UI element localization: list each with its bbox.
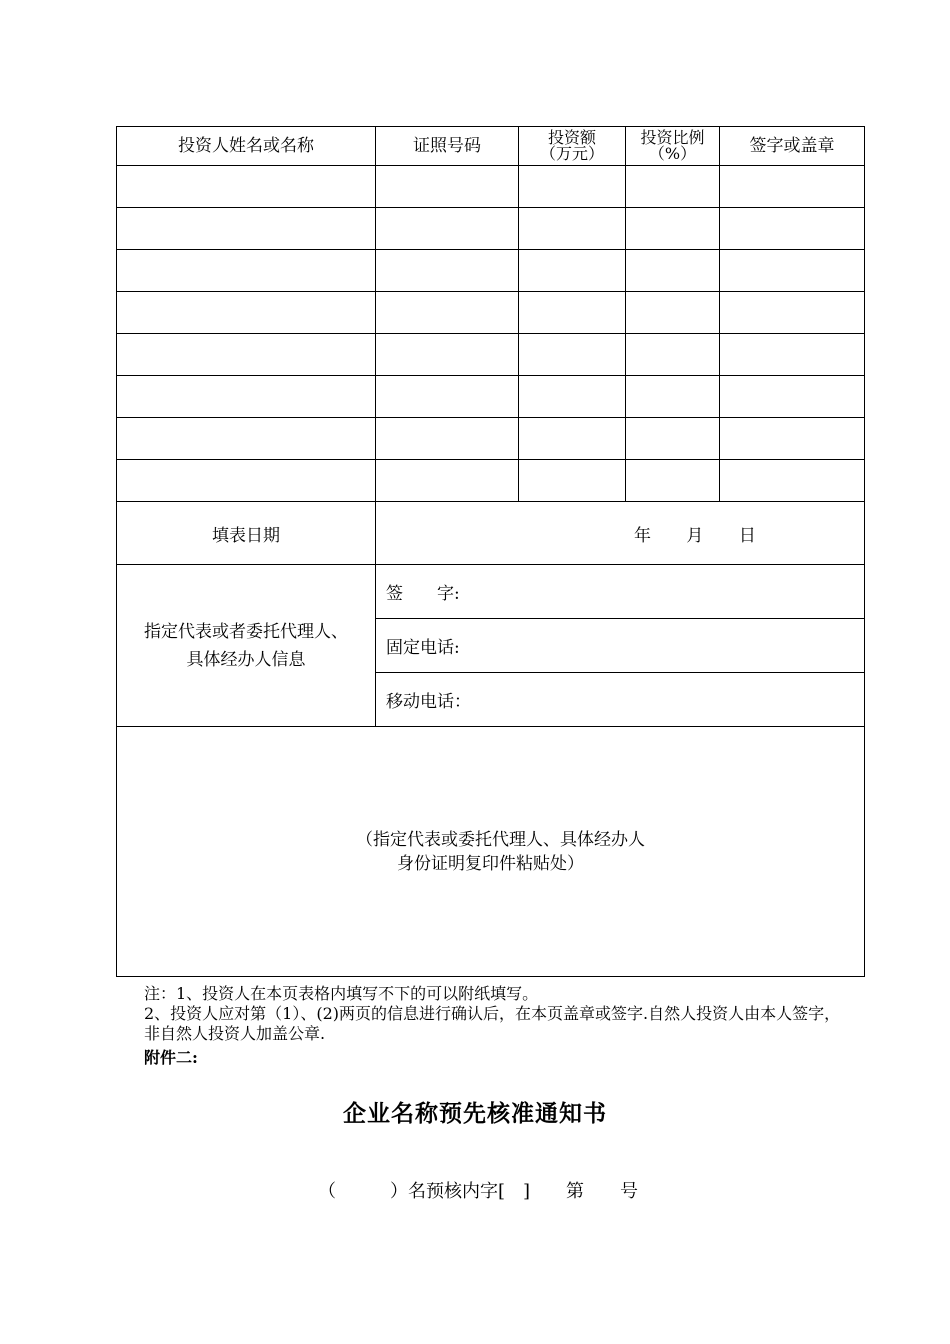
cell-amount[interactable] [519, 292, 626, 334]
cell-name[interactable] [117, 166, 376, 208]
table-row [117, 208, 865, 250]
fill-date-field[interactable] [376, 502, 865, 565]
cell-name[interactable] [117, 334, 376, 376]
cell-license[interactable] [376, 166, 519, 208]
id-copy-row [117, 727, 865, 977]
header-signature: 签字或盖章 [720, 127, 865, 166]
cell-sign[interactable] [720, 418, 865, 460]
cell-sign[interactable] [720, 334, 865, 376]
date-day: 日 [738, 525, 756, 546]
cell-ratio[interactable] [626, 250, 720, 292]
cell-license[interactable] [376, 292, 519, 334]
rep-sign-row [117, 565, 865, 619]
id-copy-line2: 身份证明复印件粘贴处） [397, 853, 584, 874]
rep-label-line1: 指定代表或者委托代理人、 [144, 621, 348, 642]
id-copy-line1: （指定代表或委托代理人、具体经办人 [356, 829, 645, 850]
cell-name[interactable] [117, 418, 376, 460]
header-ratio-line1: 投资比例 [640, 128, 705, 147]
rep-label-line2: 具体经办人信息 [186, 649, 306, 670]
cell-sign[interactable] [720, 208, 865, 250]
annex-label: 附件二: [144, 1048, 198, 1067]
cell-amount[interactable] [519, 334, 626, 376]
cell-sign[interactable] [720, 166, 865, 208]
cell-amount[interactable] [519, 250, 626, 292]
header-investor-name: 投资人姓名或名称 [117, 127, 376, 166]
cell-name[interactable] [117, 376, 376, 418]
cell-amount[interactable] [519, 208, 626, 250]
cell-amount[interactable] [519, 418, 626, 460]
document-number: （ ）名预核内字[ ] 第 号 [318, 1181, 639, 1202]
date-year: 年 [634, 525, 651, 546]
cell-name[interactable] [117, 292, 376, 334]
table-row [117, 418, 865, 460]
date-month: 月 [686, 525, 704, 546]
cell-name[interactable] [117, 250, 376, 292]
investor-table [116, 126, 865, 977]
cell-license[interactable] [376, 208, 519, 250]
cell-ratio[interactable] [626, 418, 720, 460]
cell-sign[interactable] [720, 250, 865, 292]
page-title: 企业名称预先核准通知书 [343, 1100, 607, 1127]
cell-name[interactable] [117, 208, 376, 250]
header-investment-ratio [626, 127, 720, 166]
cell-ratio[interactable] [626, 166, 720, 208]
header-amount-line2: （万元） [539, 144, 604, 163]
cell-license[interactable] [376, 334, 519, 376]
header-amount-line1: 投资额 [547, 128, 596, 147]
cell-ratio[interactable] [626, 334, 720, 376]
fill-date-row [117, 502, 865, 565]
cell-amount[interactable] [519, 460, 626, 502]
cell-amount[interactable] [519, 376, 626, 418]
table-row [117, 250, 865, 292]
fill-date-label: 填表日期 [117, 502, 376, 565]
table-row [117, 334, 865, 376]
cell-ratio[interactable] [626, 292, 720, 334]
header-ratio-line2: （%） [648, 144, 697, 163]
cell-license[interactable] [376, 250, 519, 292]
cell-sign[interactable] [720, 292, 865, 334]
id-copy-area[interactable] [117, 727, 865, 977]
rep-phone-field[interactable]: 固定电话: [376, 619, 865, 673]
cell-license[interactable] [376, 376, 519, 418]
table-row [117, 460, 865, 502]
note-line1: 注：1、投资人在本页表格内填写不下的可以附纸填写。 [144, 984, 539, 1003]
cell-name[interactable] [117, 460, 376, 502]
cell-sign[interactable] [720, 376, 865, 418]
cell-sign[interactable] [720, 460, 865, 502]
table-row [117, 166, 865, 208]
cell-amount[interactable] [519, 166, 626, 208]
table-row [117, 376, 865, 418]
header-investment-amount [519, 127, 626, 166]
cell-license[interactable] [376, 460, 519, 502]
rep-signature-field[interactable]: 签 字: [376, 565, 865, 619]
notes [144, 984, 854, 1044]
cell-ratio[interactable] [626, 376, 720, 418]
header-license-number: 证照号码 [376, 127, 519, 166]
cell-ratio[interactable] [626, 208, 720, 250]
rep-mobile-field[interactable]: 移动电话： [376, 673, 865, 727]
note-line2: 2、投资人应对第（1）、(2)两页的信息进行确认后，在本页盖章或签字.自然人投资人由本人签字，非自然人投资人加盖公章. [144, 1004, 841, 1043]
cell-ratio[interactable] [626, 460, 720, 502]
rep-info-label [117, 565, 376, 727]
cell-license[interactable] [376, 418, 519, 460]
table-row [117, 292, 865, 334]
table-header-row [117, 127, 865, 166]
